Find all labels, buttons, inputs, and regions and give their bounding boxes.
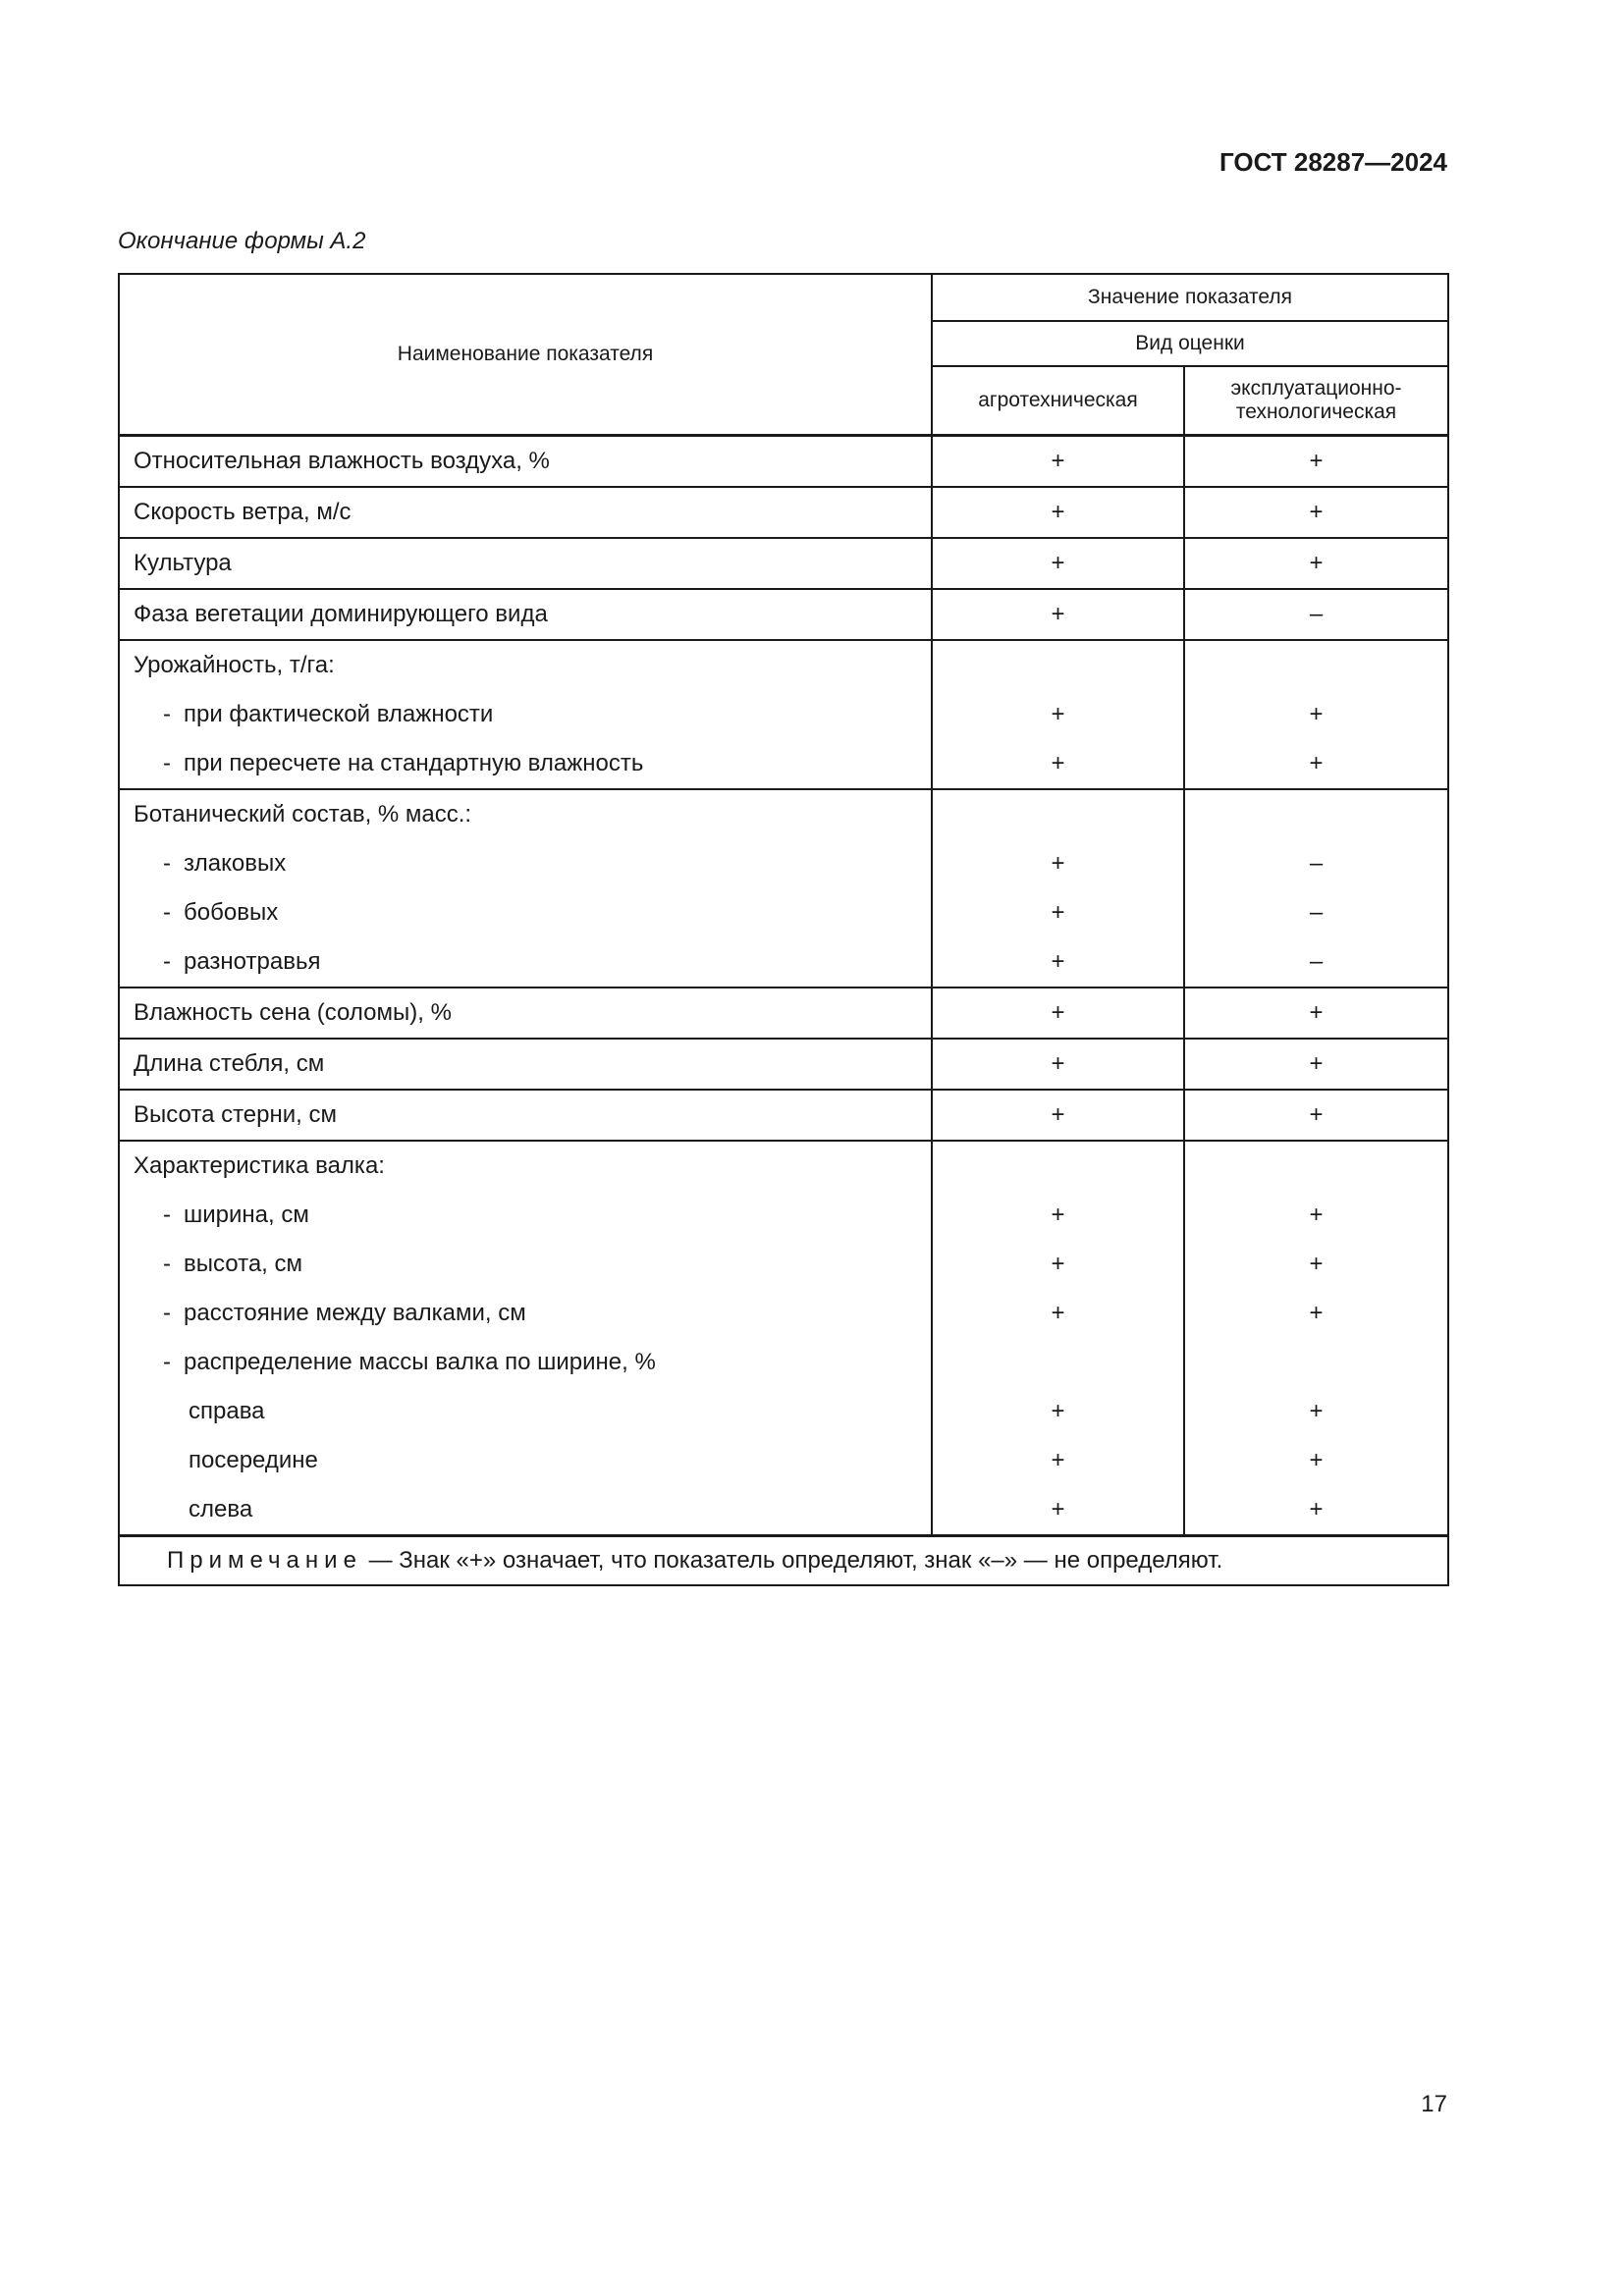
header-indicator-name: Наименование показателя xyxy=(119,274,932,435)
note-text: — Знак «+» означает, что показатель определяют, знак «–» — не определяют. xyxy=(361,1546,1223,1574)
agro-mark: + xyxy=(1051,998,1065,1026)
exploit-value-cell xyxy=(1184,988,1448,1039)
note-label: Примечание xyxy=(167,1546,362,1574)
exploit-value-cell xyxy=(1184,589,1448,640)
agro-mark: + xyxy=(1051,700,1065,727)
exploit-mark: – xyxy=(1309,600,1324,627)
indicator-name: слева xyxy=(189,1495,253,1522)
table-row xyxy=(119,1090,1448,1141)
indicator-name-cell xyxy=(119,1141,932,1536)
indicator-name: Высота стерни, см xyxy=(134,1100,337,1128)
header-agrotechnical: агротехническая xyxy=(932,366,1184,435)
exploit-mark: + xyxy=(1309,1201,1324,1228)
agro-mark: + xyxy=(1051,1495,1065,1522)
agro-mark: + xyxy=(1051,1299,1065,1326)
exploit-mark: – xyxy=(1309,947,1324,975)
indicator-table xyxy=(118,273,1449,1586)
indicator-name-cell xyxy=(119,435,932,487)
table-row xyxy=(119,487,1448,538)
agro-value-cell xyxy=(932,988,1184,1039)
table-note xyxy=(119,1535,1448,1585)
indicator-name: злаковых xyxy=(184,849,287,877)
exploit-mark: + xyxy=(1309,1250,1324,1277)
indicator-name: Ботанический состав, % масс.: xyxy=(134,800,472,828)
agro-value-cell xyxy=(932,789,1184,988)
indicator-name-cell xyxy=(119,1039,932,1090)
exploit-mark: + xyxy=(1309,749,1324,776)
indicator-name: распределение массы валка по ширине, % xyxy=(184,1348,656,1375)
exploit-mark: + xyxy=(1309,447,1324,474)
exploit-mark: + xyxy=(1309,998,1324,1026)
indicator-name: Относительная влажность воздуха, % xyxy=(134,447,550,474)
agro-mark: + xyxy=(1051,1446,1065,1473)
table-row xyxy=(119,589,1448,640)
agro-value-cell xyxy=(932,640,1184,789)
table-row xyxy=(119,1039,1448,1090)
table-row xyxy=(119,435,1448,487)
agro-mark: + xyxy=(1051,498,1065,525)
agro-mark: + xyxy=(1051,549,1065,576)
indicator-name-cell xyxy=(119,538,932,589)
indicator-name: разнотравья xyxy=(184,947,321,975)
header-operational-line2: технологическая xyxy=(1235,400,1397,423)
indicator-name-cell xyxy=(119,640,932,789)
agro-value-cell xyxy=(932,487,1184,538)
exploit-mark: + xyxy=(1309,1299,1324,1326)
indicator-name: высота, см xyxy=(184,1250,302,1277)
agro-mark: + xyxy=(1051,447,1065,474)
document-code: ГОСТ 28287—2024 xyxy=(1219,147,1447,177)
table-row xyxy=(119,538,1448,589)
exploit-mark: – xyxy=(1309,898,1324,926)
exploit-value-cell xyxy=(1184,1090,1448,1141)
table-row xyxy=(119,1141,1448,1536)
exploit-value-cell xyxy=(1184,789,1448,988)
indicator-name-cell xyxy=(119,789,932,988)
exploit-mark: + xyxy=(1309,498,1324,525)
indicator-name: Характеристика валка: xyxy=(134,1151,385,1179)
exploit-value-cell xyxy=(1184,640,1448,789)
exploit-mark: + xyxy=(1309,1397,1324,1424)
table-body xyxy=(119,435,1448,1535)
agro-mark: + xyxy=(1051,1049,1065,1077)
exploit-mark: + xyxy=(1309,549,1324,576)
agro-mark: + xyxy=(1051,947,1065,975)
indicator-name: Длина стебля, см xyxy=(134,1049,325,1077)
exploit-value-cell xyxy=(1184,1141,1448,1536)
indicator-name: посередине xyxy=(189,1446,318,1473)
agro-mark: + xyxy=(1051,749,1065,776)
exploit-mark: + xyxy=(1309,1100,1324,1128)
indicator-name: Скорость ветра, м/с xyxy=(134,498,352,525)
exploit-mark: + xyxy=(1309,1049,1324,1077)
indicator-name: при фактической влажности xyxy=(184,700,494,727)
agro-mark: + xyxy=(1051,600,1065,627)
agro-mark: + xyxy=(1051,1250,1065,1277)
agro-mark: + xyxy=(1051,1397,1065,1424)
agro-value-cell xyxy=(932,1090,1184,1141)
table-row xyxy=(119,988,1448,1039)
indicator-name: Культура xyxy=(134,549,232,576)
exploit-mark: + xyxy=(1309,1446,1324,1473)
indicator-name: Урожайность, т/га: xyxy=(134,651,335,678)
indicator-name: при пересчете на стандартную влажность xyxy=(184,749,644,776)
exploit-mark: – xyxy=(1309,849,1324,877)
agro-mark: + xyxy=(1051,898,1065,926)
agro-value-cell xyxy=(932,1039,1184,1090)
indicator-name: Фаза вегетации доминирующего вида xyxy=(134,600,548,627)
indicator-name: справа xyxy=(189,1397,265,1424)
agro-mark: + xyxy=(1051,849,1065,877)
exploit-value-cell xyxy=(1184,1039,1448,1090)
indicator-name: расстояние между валками, см xyxy=(184,1299,526,1326)
indicator-name: бобовых xyxy=(184,898,279,926)
exploit-mark: + xyxy=(1309,1495,1324,1522)
exploit-mark: + xyxy=(1309,700,1324,727)
indicator-name: ширина, см xyxy=(184,1201,309,1228)
indicator-name-cell xyxy=(119,589,932,640)
indicator-name: Влажность сена (соломы), % xyxy=(134,998,452,1026)
agro-value-cell xyxy=(932,435,1184,487)
header-operational-line1: эксплуатационно- xyxy=(1230,376,1402,400)
exploit-value-cell xyxy=(1184,487,1448,538)
table-row xyxy=(119,640,1448,789)
agro-mark: + xyxy=(1051,1100,1065,1128)
indicator-name-cell xyxy=(119,1090,932,1141)
indicator-name-cell xyxy=(119,988,932,1039)
table-row xyxy=(119,789,1448,988)
agro-mark: + xyxy=(1051,1201,1065,1228)
table-header xyxy=(119,274,1448,435)
indicator-name-cell xyxy=(119,487,932,538)
exploit-value-cell xyxy=(1184,435,1448,487)
agro-value-cell xyxy=(932,589,1184,640)
form-caption: Окончание формы А.2 xyxy=(118,228,366,254)
header-operational-technological xyxy=(1184,366,1448,435)
agro-value-cell xyxy=(932,538,1184,589)
header-value-group: Значение показателя xyxy=(932,274,1448,321)
agro-value-cell xyxy=(932,1141,1184,1536)
page-number: 17 xyxy=(1421,2091,1447,2117)
exploit-value-cell xyxy=(1184,538,1448,589)
header-evaluation-type: Вид оценки xyxy=(932,321,1448,366)
